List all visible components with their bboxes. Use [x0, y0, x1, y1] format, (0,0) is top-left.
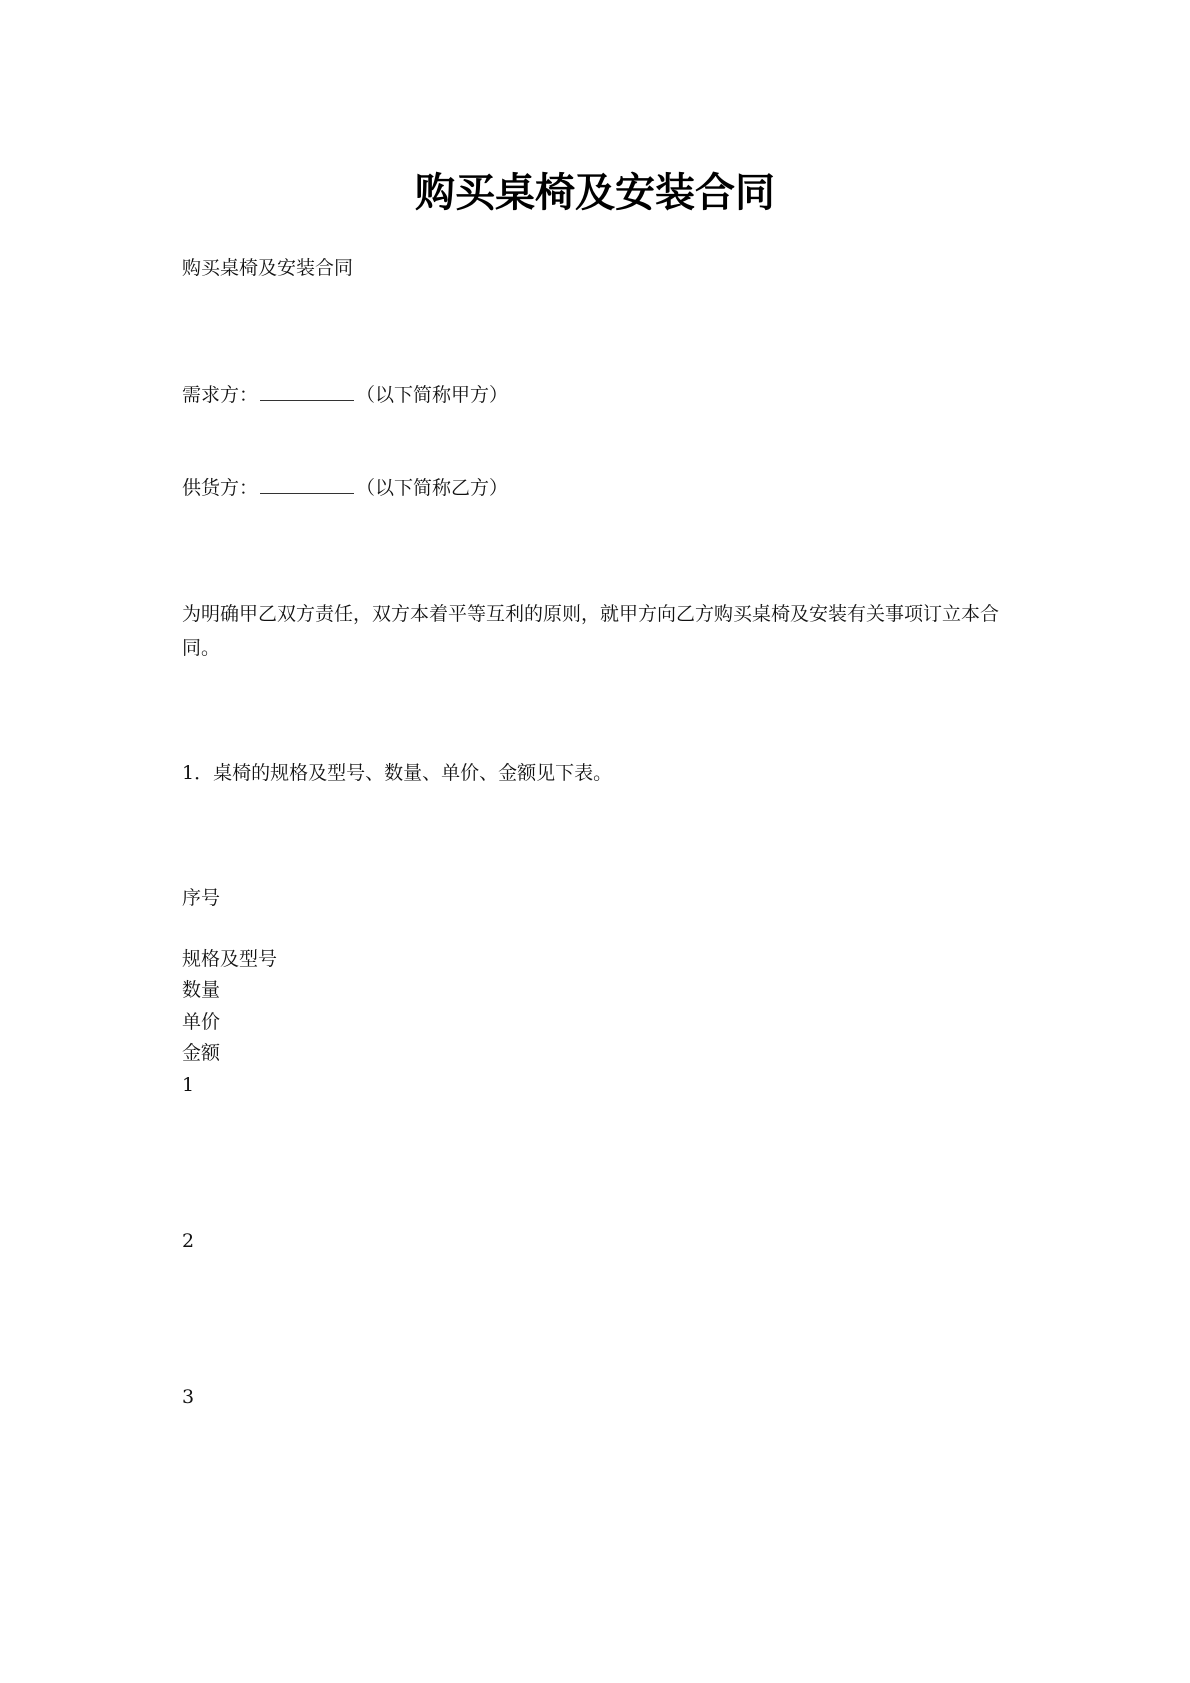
- supplier-party-line: [182, 472, 508, 504]
- table-header-amount: 金额: [182, 1042, 221, 1064]
- supplier-note: （以下简称乙方）: [356, 477, 509, 499]
- document-subtitle: 购买桌椅及安装合同: [182, 257, 354, 279]
- table-header-spec: 规格及型号: [182, 948, 278, 970]
- table-header-unit-price: 单价: [182, 1011, 221, 1033]
- buyer-name-blank: [260, 382, 354, 401]
- intro-paragraph: 为明确甲乙双方责任，双方本着平等互利的原则，就甲方向乙方购买桌椅及安装有关事项订立本合同。: [182, 603, 1000, 659]
- table-row-index: 1: [182, 1074, 195, 1096]
- buyer-party-line: [182, 379, 508, 411]
- buyer-label: 需求方：: [182, 384, 259, 406]
- document-title: 购买桌椅及安装合同: [415, 170, 775, 216]
- table-header-quantity: 数量: [182, 979, 221, 1001]
- supplier-name-blank: [260, 475, 354, 494]
- table-header-index: 序号: [182, 887, 221, 909]
- buyer-note: （以下简称甲方）: [356, 384, 509, 406]
- table-row-index: 2: [182, 1230, 195, 1252]
- supplier-label: 供货方：: [182, 477, 259, 499]
- clause-1: 1．桌椅的规格及型号、数量、单价、金额见下表。: [182, 762, 613, 784]
- table-row-index: 3: [182, 1386, 195, 1408]
